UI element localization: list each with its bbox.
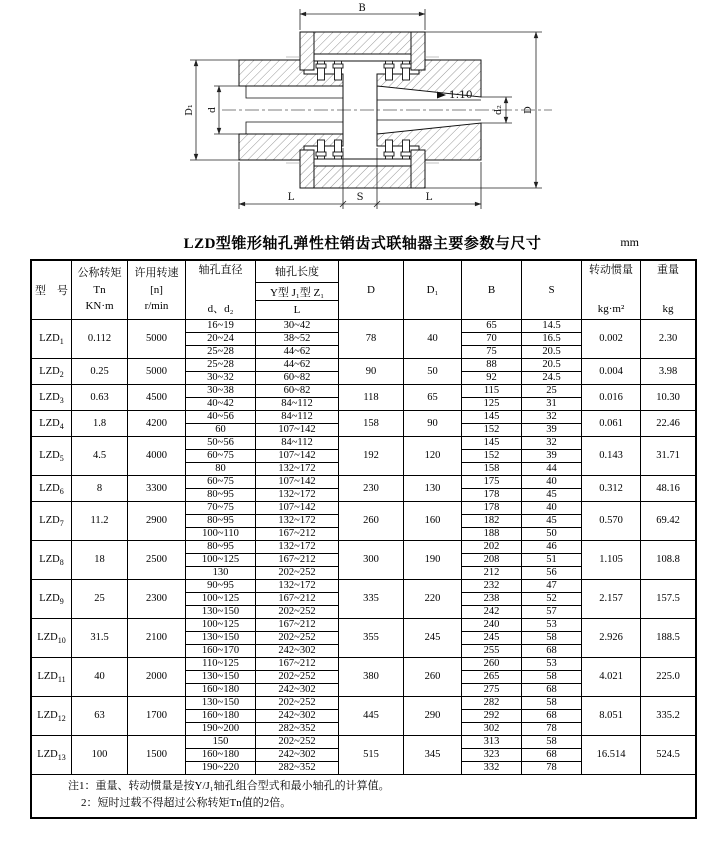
cell-bore-len: 30~42 [256,320,339,333]
table-row [32,697,696,710]
cell-S: 45 [522,515,582,528]
cell-model: $LZD_8$ [32,541,72,580]
cell-B: 323 [462,749,522,762]
cell-S: 25 [522,385,582,398]
cell-S: 40 [522,476,582,489]
cell-S: 40 [522,502,582,515]
cell-S: 44 [522,463,582,476]
cell-speed: 3300 [128,476,186,502]
cell-bore-len: 202~252 [256,697,339,710]
col-header-bore-len-types: Y型 J₁型 Z₁ [256,282,339,301]
cell-B: 212 [462,567,522,580]
cell-bore-len: 202~252 [256,736,339,749]
table-row [32,385,696,398]
cell-D1: 90 [404,411,462,437]
cell-bore-len: 60~82 [256,385,339,398]
cell-bore-len: 107~142 [256,476,339,489]
cell-weight: 48.16 [641,476,696,502]
dim-label-L-right: L [425,192,433,203]
cell-bore-len: 167~212 [256,528,339,541]
cell-bore-len: 167~212 [256,658,339,671]
cell-B: 65 [462,320,522,333]
cell-torque: 4.5 [72,437,128,476]
cell-S: 58 [522,632,582,645]
cell-bore-len: 242~302 [256,710,339,723]
cell-S: 20.5 [522,359,582,372]
cell-model: $LZD_{11}$ [32,658,72,697]
col-header-model: 型 号 [32,261,72,320]
cell-S: 50 [522,528,582,541]
cell-S: 53 [522,619,582,632]
cell-bore-len: 202~252 [256,632,339,645]
cell-inertia: 0.061 [582,411,641,437]
cell-speed: 4500 [128,385,186,411]
cell-speed: 2300 [128,580,186,619]
cell-inertia: 16.514 [582,736,641,775]
cell-B: 302 [462,723,522,736]
cell-model: $LZD_{10}$ [32,619,72,658]
cell-B: 178 [462,502,522,515]
cell-bore-len: 242~302 [256,749,339,762]
cell-bore-dia: 16~19 [186,320,256,333]
cell-B: 188 [462,528,522,541]
cell-D: 300 [339,541,404,580]
col-header-B: B [462,261,522,320]
cell-inertia: 2.926 [582,619,641,658]
cell-S: 56 [522,567,582,580]
cell-B: 145 [462,411,522,424]
cell-weight: 31.71 [641,437,696,476]
dim-label-D: D [523,106,534,114]
cell-D1: 130 [404,476,462,502]
table-row [32,437,696,450]
cell-model: $LZD_5$ [32,437,72,476]
cell-S: 68 [522,645,582,658]
cell-weight: 335.2 [641,697,696,736]
cell-torque: 63 [72,697,128,736]
cell-S: 16.5 [522,333,582,346]
cell-bore-dia: 100~110 [186,528,256,541]
cell-B: 238 [462,593,522,606]
cell-D: 230 [339,476,404,502]
cell-bore-dia: 80~95 [186,541,256,554]
cell-bore-len: 84~112 [256,437,339,450]
cell-bore-dia: 70~75 [186,502,256,515]
cell-B: 275 [462,684,522,697]
cell-bore-len: 132~172 [256,580,339,593]
cell-speed: 2500 [128,541,186,580]
cell-speed: 2100 [128,619,186,658]
cell-bore-len: 107~142 [256,502,339,515]
cell-B: 158 [462,463,522,476]
col-header-weight: 重量 kg [641,261,696,320]
cell-bore-len: 84~112 [256,398,339,411]
cell-bore-len: 282~352 [256,762,339,775]
cell-D1: 220 [404,580,462,619]
cell-torque: 8 [72,476,128,502]
col-header-torque: 公称转矩 Tn KN·m [72,261,128,320]
cell-B: 145 [462,437,522,450]
cell-bore-len: 167~212 [256,593,339,606]
cell-torque: 0.25 [72,359,128,385]
cell-speed: 4200 [128,411,186,437]
cell-bore-len: 242~302 [256,645,339,658]
cell-torque: 0.112 [72,320,128,359]
table-row [32,541,696,554]
cell-D1: 40 [404,320,462,359]
cell-B: 152 [462,450,522,463]
cell-torque: 40 [72,658,128,697]
cell-S: 58 [522,671,582,684]
cell-bore-len: 38~52 [256,333,339,346]
cell-bore-len: 167~212 [256,619,339,632]
dim-label-L-left: L [287,192,295,203]
cell-D1: 345 [404,736,462,775]
cell-B: 240 [462,619,522,632]
cell-B: 125 [462,398,522,411]
cell-S: 39 [522,424,582,437]
cell-inertia: 2.157 [582,580,641,619]
cell-weight: 225.0 [641,658,696,697]
cell-bore-dia: 90~95 [186,580,256,593]
cell-B: 70 [462,333,522,346]
cell-D1: 50 [404,359,462,385]
cell-bore-len: 202~252 [256,671,339,684]
cell-bore-dia: 80~95 [186,489,256,502]
cell-bore-dia: 60 [186,424,256,437]
cell-bore-len: 107~142 [256,450,339,463]
cell-bore-dia: 130~150 [186,606,256,619]
cell-model: $LZD_{13}$ [32,736,72,775]
cell-S: 68 [522,749,582,762]
cell-model: $LZD_2$ [32,359,72,385]
cell-bore-dia: 100~125 [186,593,256,606]
cell-D1: 190 [404,541,462,580]
cell-B: 245 [462,632,522,645]
cell-B: 115 [462,385,522,398]
cell-bore-dia: 130 [186,567,256,580]
cell-weight: 524.5 [641,736,696,775]
cell-S: 32 [522,411,582,424]
cell-bore-dia: 80 [186,463,256,476]
cell-inertia: 8.051 [582,697,641,736]
cell-speed: 2900 [128,502,186,541]
cell-bore-dia: 20~24 [186,333,256,346]
cell-bore-len: 132~172 [256,541,339,554]
cell-S: 14.5 [522,320,582,333]
cell-S: 68 [522,710,582,723]
table-row [32,359,696,372]
cell-D: 335 [339,580,404,619]
dim-label-B: B [358,3,366,14]
cell-inertia: 0.312 [582,476,641,502]
cell-weight: 3.98 [641,359,696,385]
table-footer [32,775,696,818]
cell-bore-len: 132~172 [256,463,339,476]
cell-bore-len: 167~212 [256,554,339,567]
cell-model: $LZD_{12}$ [32,697,72,736]
cell-inertia: 0.570 [582,502,641,541]
cell-weight: 188.5 [641,619,696,658]
cell-model: $LZD_6$ [32,476,72,502]
cell-bore-dia: 25~28 [186,359,256,372]
cell-torque: 0.63 [72,385,128,411]
cell-B: 260 [462,658,522,671]
dim-label-d2: d₂ [493,105,504,115]
cell-bore-dia: 190~200 [186,723,256,736]
cell-weight: 157.5 [641,580,696,619]
coupling-drawing [0,0,725,230]
cell-bore-len: 60~82 [256,372,339,385]
cell-bore-dia: 160~180 [186,749,256,762]
cell-model: $LZD_1$ [32,320,72,359]
col-header-D: D [339,261,404,320]
taper-label: 1:10 [449,89,473,101]
cell-D: 90 [339,359,404,385]
cell-torque: 18 [72,541,128,580]
dim-label-D1: D₁ [184,104,195,116]
cell-bore-dia: 100~125 [186,619,256,632]
cell-D: 158 [339,411,404,437]
cell-inertia: 1.105 [582,541,641,580]
cell-torque: 1.8 [72,411,128,437]
cell-model: $LZD_3$ [32,385,72,411]
cell-D: 192 [339,437,404,476]
cell-B: 332 [462,762,522,775]
cell-bore-len: 202~252 [256,606,339,619]
cell-bore-dia: 30~32 [186,372,256,385]
cell-B: 88 [462,359,522,372]
cell-D: 445 [339,697,404,736]
cell-bore-dia: 160~170 [186,645,256,658]
cell-weight: 22.46 [641,411,696,437]
coupling-section-svg [0,0,725,230]
cell-D: 515 [339,736,404,775]
cell-bore-dia: 100~125 [186,554,256,567]
cell-B: 75 [462,346,522,359]
cell-D1: 65 [404,385,462,411]
cell-bore-dia: 160~180 [186,684,256,697]
cell-bore-dia: 130~150 [186,697,256,710]
cell-inertia: 0.143 [582,437,641,476]
title-row [0,232,725,254]
cell-bore-dia: 40~42 [186,398,256,411]
cell-D1: 120 [404,437,462,476]
cell-weight: 2.30 [641,320,696,359]
cell-B: 182 [462,515,522,528]
cell-torque: 11.2 [72,502,128,541]
note-1: 注1：重量、转动惯量是按Y/J₁轴孔组合型式和最小轴孔的计算值。 [68,780,390,792]
cell-B: 292 [462,710,522,723]
cell-D1: 290 [404,697,462,736]
cell-torque: 100 [72,736,128,775]
cell-bore-dia: 130~150 [186,671,256,684]
params-table [31,260,696,818]
cell-B: 202 [462,541,522,554]
cell-inertia: 0.002 [582,320,641,359]
cell-bore-len: 44~62 [256,346,339,359]
page-title: LZD型锥形轴孔弹性柱销齿式联轴器主要参数与尺寸 [183,236,542,252]
cell-D1: 160 [404,502,462,541]
cell-D1: 245 [404,619,462,658]
cell-bore-len: 44~62 [256,359,339,372]
cell-speed: 1700 [128,697,186,736]
col-header-inertia: 转动惯量 kg·m² [582,261,641,320]
cell-B: 232 [462,580,522,593]
cell-D: 78 [339,320,404,359]
dim-label-S: S [356,192,364,203]
cell-torque: 31.5 [72,619,128,658]
dim-label-d: d [207,106,218,114]
col-header-S: S [522,261,582,320]
cell-bore-dia: 60~75 [186,450,256,463]
table-row [32,619,696,632]
cell-S: 31 [522,398,582,411]
cell-speed: 4000 [128,437,186,476]
cell-inertia: 0.016 [582,385,641,411]
table-row [32,320,696,333]
note-2: 2：短时过载不得超过公称转矩Tn值的2倍。 [81,796,292,809]
cell-speed: 5000 [128,320,186,359]
cell-S: 52 [522,593,582,606]
cell-speed: 5000 [128,359,186,385]
cell-model: $LZD_9$ [32,580,72,619]
cell-bore-dia: 110~125 [186,658,256,671]
cell-S: 20.5 [522,346,582,359]
table-row [32,580,696,593]
cell-D: 380 [339,658,404,697]
cell-inertia: 0.004 [582,359,641,385]
cell-B: 242 [462,606,522,619]
cell-S: 68 [522,684,582,697]
cell-S: 53 [522,658,582,671]
cell-bore-dia: 50~56 [186,437,256,450]
cell-B: 255 [462,645,522,658]
table-row [32,411,696,424]
cell-B: 178 [462,489,522,502]
cell-weight: 69.42 [641,502,696,541]
cell-bore-dia: 150 [186,736,256,749]
cell-B: 92 [462,372,522,385]
cell-bore-dia: 30~38 [186,385,256,398]
cell-weight: 10.30 [641,385,696,411]
cell-bore-len: 282~352 [256,723,339,736]
cell-B: 152 [462,424,522,437]
cell-S: 47 [522,580,582,593]
cell-D1: 260 [404,658,462,697]
table-row [32,658,696,671]
cell-B: 265 [462,671,522,684]
cell-S: 78 [522,723,582,736]
cell-bore-dia: 80~95 [186,515,256,528]
table-row [32,736,696,749]
cell-bore-dia: 160~180 [186,710,256,723]
cell-inertia: 4.021 [582,658,641,697]
cell-speed: 2000 [128,658,186,697]
col-header-bore-len-L: L [256,301,339,320]
cell-S: 24.5 [522,372,582,385]
table-notes [32,775,696,818]
table-row [32,476,696,489]
cell-B: 282 [462,697,522,710]
cell-bore-len: 84~112 [256,411,339,424]
cell-S: 46 [522,541,582,554]
cell-bore-len: 242~302 [256,684,339,697]
cell-weight: 108.8 [641,541,696,580]
cell-bore-len: 132~172 [256,489,339,502]
cell-D: 260 [339,502,404,541]
cell-S: 57 [522,606,582,619]
cell-D: 355 [339,619,404,658]
col-header-bore-len: 轴孔长度 [256,261,339,283]
cell-bore-dia: 25~28 [186,346,256,359]
cell-S: 78 [522,762,582,775]
cell-S: 58 [522,697,582,710]
cell-bore-dia: 190~220 [186,762,256,775]
cell-speed: 1500 [128,736,186,775]
cell-S: 39 [522,450,582,463]
unit-label: mm [620,235,639,249]
table-frame [30,259,697,819]
table-row [32,502,696,515]
cell-D: 118 [339,385,404,411]
cell-S: 45 [522,489,582,502]
cell-torque: 25 [72,580,128,619]
cell-B: 175 [462,476,522,489]
cell-B: 313 [462,736,522,749]
table-header [32,261,696,320]
cell-bore-len: 202~252 [256,567,339,580]
cell-S: 32 [522,437,582,450]
cell-bore-dia: 130~150 [186,632,256,645]
cell-bore-dia: 60~75 [186,476,256,489]
cell-model: $LZD_4$ [32,411,72,437]
cell-B: 208 [462,554,522,567]
cell-bore-len: 107~142 [256,424,339,437]
table-body [32,320,696,775]
cell-S: 58 [522,736,582,749]
cell-model: $LZD_7$ [32,502,72,541]
cell-S: 51 [522,554,582,567]
col-header-speed: 许用转速 [n] r/min [128,261,186,320]
cell-bore-dia: 40~56 [186,411,256,424]
col-header-bore-dia: 轴孔直径 d、d₂ [186,261,256,320]
cell-bore-len: 132~172 [256,515,339,528]
col-header-D1: D₁ [404,261,462,320]
